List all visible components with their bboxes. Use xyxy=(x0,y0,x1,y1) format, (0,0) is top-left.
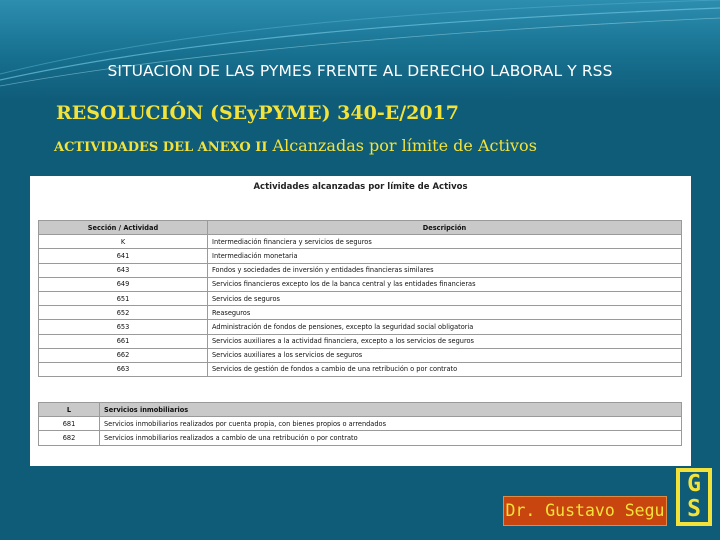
author-signature: Dr. Gustavo Segu xyxy=(503,496,667,526)
subheading-annex: ACTIVIDADES DEL ANEXO II xyxy=(54,140,268,155)
column-header-section: Sección / Actividad xyxy=(39,221,208,235)
activity-code: 663 xyxy=(39,362,208,376)
activity-description: Reaseguros xyxy=(208,306,682,320)
activity-description: Servicios de gestión de fondos a cambio de una retribución o por contrato xyxy=(208,362,682,376)
activity-code: 641 xyxy=(39,249,208,263)
column-header-description: Descripción xyxy=(208,221,682,235)
table-row xyxy=(39,235,682,249)
activity-code: 681 xyxy=(39,417,100,431)
table-row xyxy=(39,249,682,263)
table-row xyxy=(39,348,682,362)
activity-code: 651 xyxy=(39,291,208,305)
table-header-row xyxy=(39,221,682,235)
activity-description: Servicios inmobiliarios realizados por cuenta propia, con bienes propios o arrendados xyxy=(100,417,682,431)
subheading xyxy=(54,136,537,155)
slide-title: SITUACION DE LAS PYMES FRENTE AL DERECHO LABORAL Y RSS xyxy=(107,62,613,80)
activity-code: 682 xyxy=(39,431,100,445)
resolution-heading: RESOLUCIÓN (SEyPYME) 340-E/2017 xyxy=(56,102,460,124)
table-row xyxy=(39,306,682,320)
document-title: Actividades alcanzadas por límite de Activos xyxy=(253,182,468,192)
table-row xyxy=(39,263,682,277)
activity-description: Intermediación monetaria xyxy=(208,249,682,263)
gs-logo xyxy=(676,468,712,526)
activity-code: 652 xyxy=(39,306,208,320)
activity-code: 643 xyxy=(39,263,208,277)
table-row xyxy=(39,277,682,291)
activity-code: K xyxy=(39,235,208,249)
activities-document xyxy=(30,176,691,466)
activity-description: Intermediación financiera y servicios de seguros xyxy=(208,235,682,249)
table-row xyxy=(39,431,682,445)
activity-description: Servicios auxiliares a la actividad financiera, excepto a los servicios de seguros xyxy=(208,334,682,348)
section-description: Servicios inmobiliarios xyxy=(100,403,682,417)
activity-description: Fondos y sociedades de inversión y entidades financieras similares xyxy=(208,263,682,277)
logo-letter-g: G xyxy=(687,471,701,497)
subheading-limit: Alcanzadas por límite de Activos xyxy=(272,136,537,155)
table-row xyxy=(39,291,682,305)
activity-description: Servicios de seguros xyxy=(208,291,682,305)
logo-inner xyxy=(680,472,708,522)
financial-activities-table xyxy=(38,220,682,377)
activity-code: 649 xyxy=(39,277,208,291)
table-row xyxy=(39,334,682,348)
activity-description: Administración de fondos de pensiones, excepto la seguridad social obligatoria xyxy=(208,320,682,334)
decorative-swoosh xyxy=(0,0,720,100)
activity-code: 661 xyxy=(39,334,208,348)
activity-code: 662 xyxy=(39,348,208,362)
activity-code: 653 xyxy=(39,320,208,334)
activity-description: Servicios auxiliares a los servicios de seguros xyxy=(208,348,682,362)
activity-description: Servicios financieros excepto los de la banca central y las entidades financieras xyxy=(208,277,682,291)
table-row xyxy=(39,362,682,376)
table-row xyxy=(39,417,682,431)
table-header-row xyxy=(39,403,682,417)
section-code: L xyxy=(39,403,100,417)
table-row xyxy=(39,320,682,334)
activity-description: Servicios inmobiliarios realizados a cambio de una retribución o por contrato xyxy=(100,431,682,445)
real-estate-activities-table xyxy=(38,402,682,446)
logo-letter-s: S xyxy=(687,496,701,522)
